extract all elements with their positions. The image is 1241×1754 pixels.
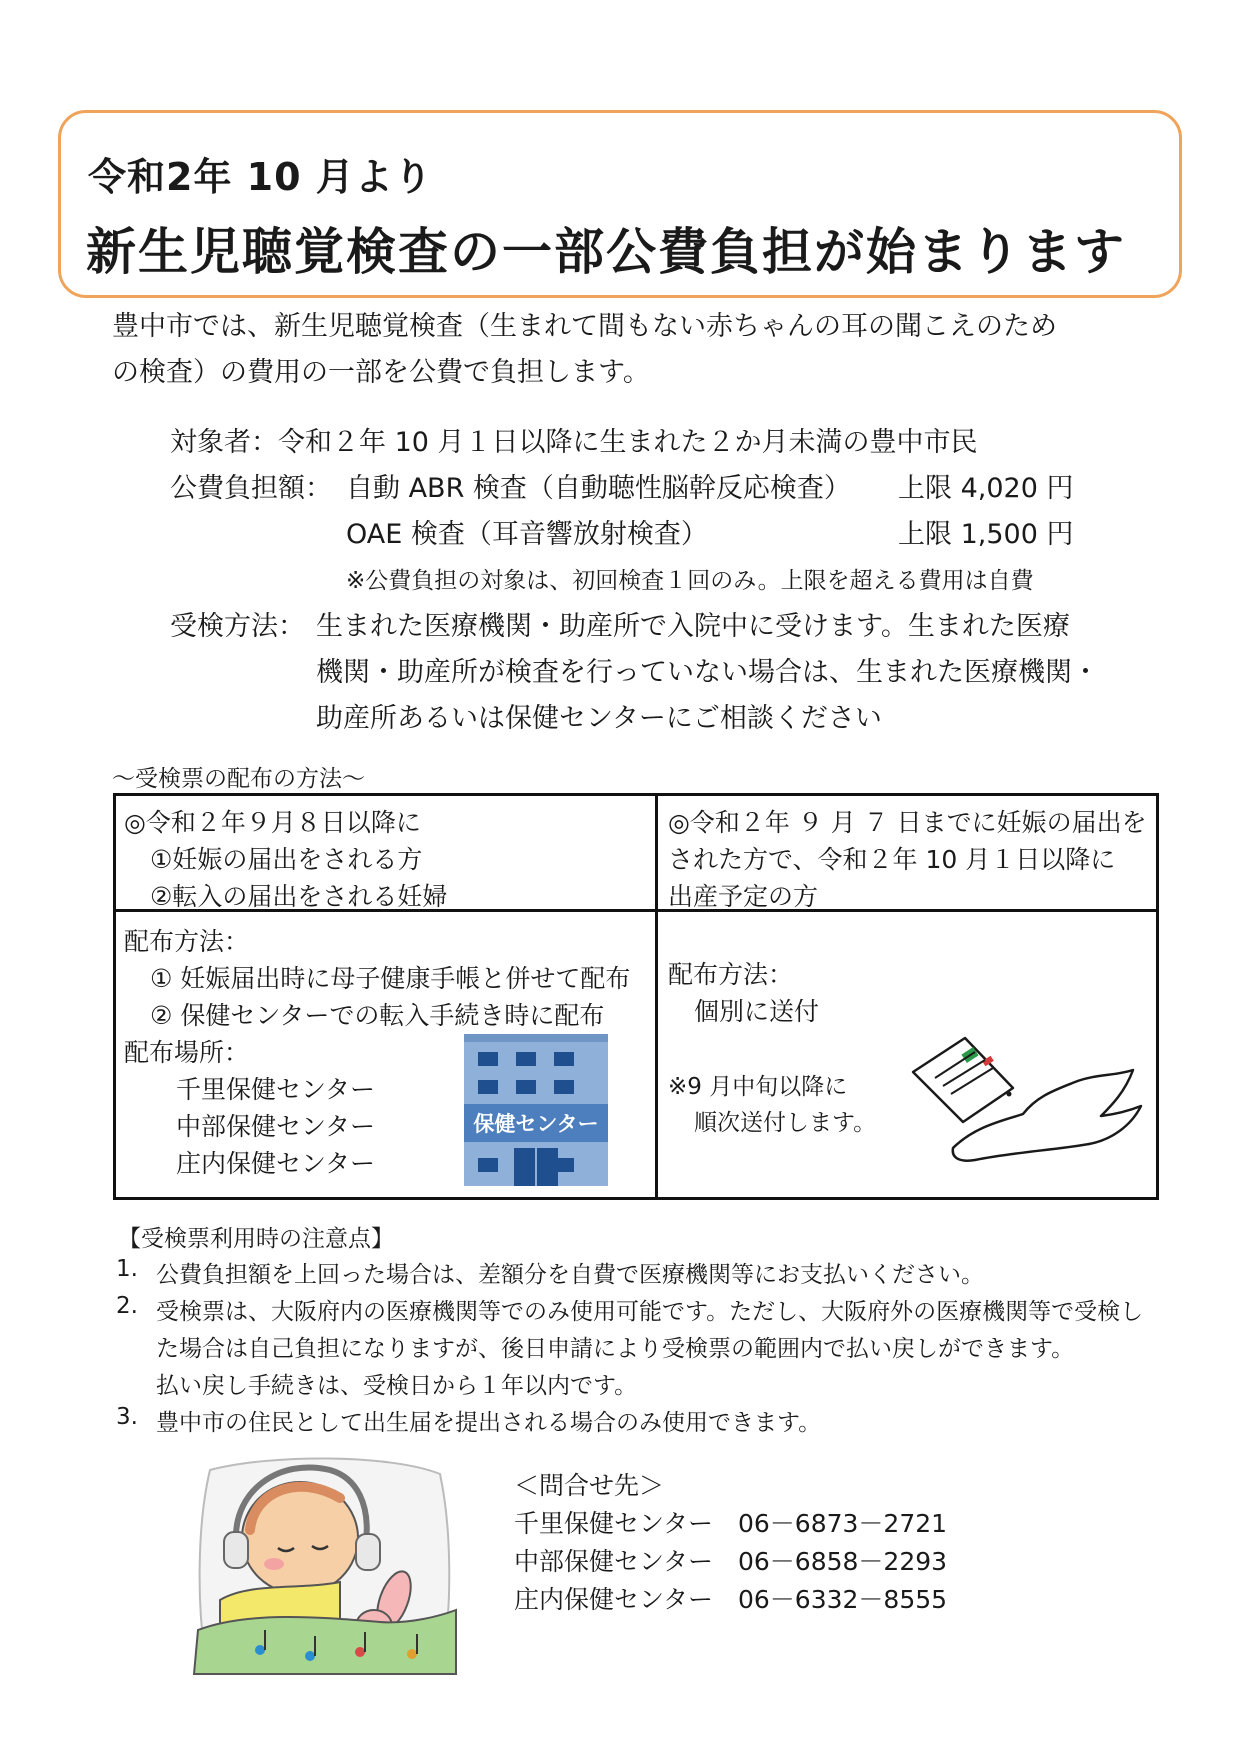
right-note-line-2: 順次送付します。 xyxy=(694,1110,877,1136)
note-line: 豊中市の住民として出生届を提出される場合のみ使用できます。 xyxy=(156,1410,822,1436)
place-item: 千里保健センター xyxy=(176,1075,376,1104)
right-note-line-1: ※9 月中旬以降に xyxy=(668,1074,848,1100)
note-line: 払い戻し手続きは、受検日から１年以内です。 xyxy=(156,1373,638,1399)
method-line-2: 機関・助産所が検査を行っていない場合は、生まれた医療機関・ xyxy=(316,657,1099,688)
subsidy-label: 公費負担額： xyxy=(170,473,332,504)
page-title: 新生児聴覚検査の一部公費負担が始まります xyxy=(86,223,1126,281)
right-method: 個別に送付 xyxy=(694,997,820,1026)
method-line-1: 生まれた医療機関・助産所で入院中に受けます。生まれた医療 xyxy=(316,611,1070,642)
note-line: 受検票は、大阪府内の医療機関等でのみ使用可能です。ただし、大阪府外の医療機関等で受検し xyxy=(156,1299,1144,1325)
intro-line-2: の検査）の費用の一部を公費で負担します。 xyxy=(112,357,650,388)
note-line: 公費負担額を上回った場合は、差額分を自費で医療機関等にお支払いください。 xyxy=(156,1262,984,1288)
right-header-line-1: ◎令和２年 ９ 月 ７ 日までに妊娠の届出を xyxy=(668,808,1147,837)
method-line-3: 助産所あるいは保健センターにご相談ください xyxy=(316,703,882,734)
contact-phone: 06－6873－2721 xyxy=(738,1509,948,1538)
right-header-line-3: 出産予定の方 xyxy=(668,882,819,911)
abr-limit: 上限 4,020 円 xyxy=(898,473,1074,504)
left-header-line-2: ①妊娠の届出をされる方 xyxy=(150,845,423,874)
left-method-2: ② 保健センターでの転入手続き時に配布 xyxy=(150,1001,605,1030)
health-center-building-icon xyxy=(456,1030,616,1190)
title-date: 令和2年 10 月より xyxy=(88,155,433,199)
target-line: 対象者：令和２年 10 月１日以降に生まれた２か月未満の豊中市民 xyxy=(170,427,978,458)
note-number: 3. xyxy=(116,1404,138,1430)
building-sign: 保健センター xyxy=(473,1112,599,1136)
left-method-1: ① 妊娠届出時に母子健康手帳と併せて配布 xyxy=(150,964,631,993)
left-header-line-1: ◎令和２年９月８日以降に xyxy=(124,808,421,837)
intro-line-1: 豊中市では、新生児聴覚検査（生まれて間もない赤ちゃんの耳の聞こえのため xyxy=(112,311,1057,342)
left-method-label: 配布方法： xyxy=(124,927,250,956)
bird-letter-icon xyxy=(905,1030,1145,1180)
left-place-label: 配布場所： xyxy=(124,1038,250,1067)
distribution-heading: ～受検票の配布の方法～ xyxy=(112,766,365,792)
oae-item: OAE 検査（耳音響放射検査） xyxy=(346,519,708,550)
abr-item: 自動 ABR 検査（自動聴性脳幹反応検査） xyxy=(346,473,851,504)
contact-name: 庄内保健センター xyxy=(514,1585,714,1614)
left-header-line-3: ②転入の届出をされる妊婦 xyxy=(150,882,448,911)
note-number: 2. xyxy=(116,1293,138,1319)
method-label: 受検方法： xyxy=(170,611,305,642)
place-item: 庄内保健センター xyxy=(176,1149,376,1178)
right-header-line-2: された方で、令和２年 10 月１日以降に xyxy=(668,845,1116,874)
sleeping-baby-icon xyxy=(190,1450,460,1680)
table-divider-vertical xyxy=(655,793,658,1200)
oae-limit: 上限 1,500 円 xyxy=(898,519,1074,550)
contact-name: 千里保健センター xyxy=(514,1509,714,1538)
contact-phone: 06－6332－8555 xyxy=(738,1585,948,1614)
note-number: 1. xyxy=(116,1256,138,1282)
place-item: 中部保健センター xyxy=(176,1112,376,1141)
note-line: た場合は自己負担になりますが、後日申請により受検票の範囲内で払い戻しができます。 xyxy=(156,1336,1075,1362)
contact-heading: ＜問合せ先＞ xyxy=(514,1471,665,1500)
notes-heading: 【受検票利用時の注意点】 xyxy=(118,1226,394,1252)
contact-phone: 06－6858－2293 xyxy=(738,1547,948,1576)
contact-name: 中部保健センター xyxy=(514,1547,714,1576)
subsidy-note: ※公費負担の対象は、初回検査１回のみ。上限を超える費用は自費 xyxy=(346,568,1034,594)
right-method-label: 配布方法： xyxy=(668,960,794,989)
